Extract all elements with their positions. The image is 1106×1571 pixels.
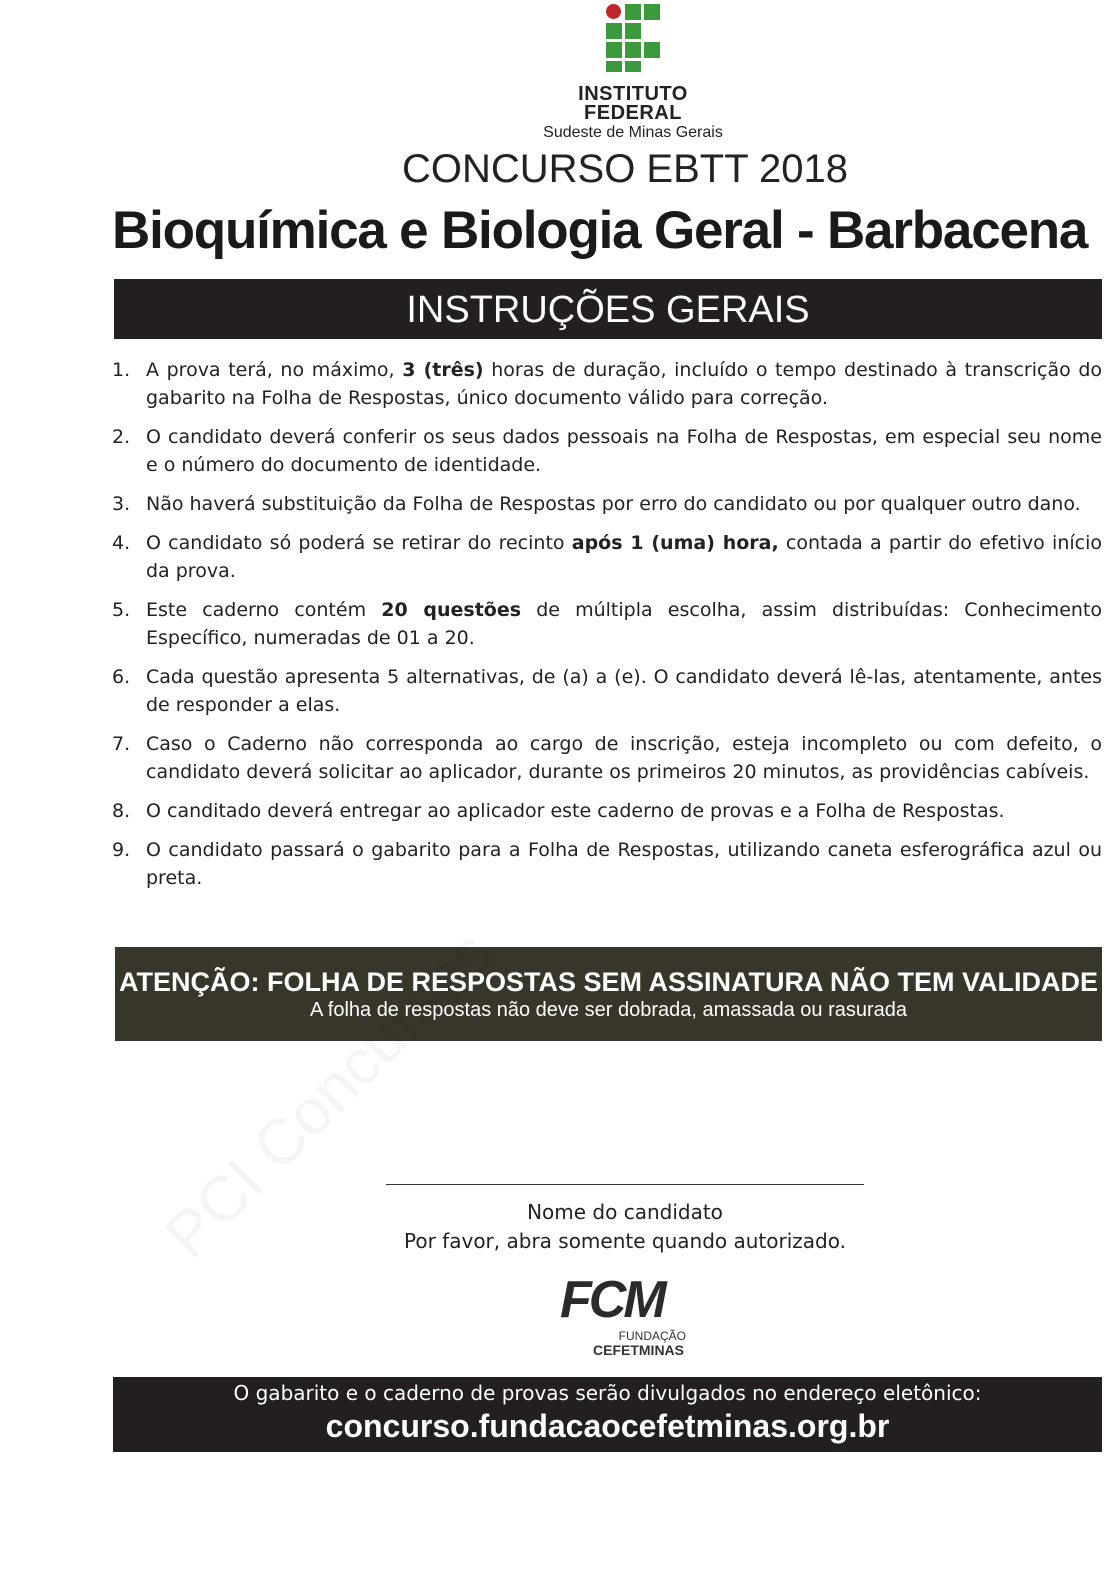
position-title: Bioquímica e Biologia Geral - Barbacena [112, 201, 1088, 260]
instruction-text: Não haverá substituição da Folha de Respostas por erro do candidato ou por qualquer outro dano. [146, 493, 1081, 515]
fcm-logo-text: FCM [560, 1271, 664, 1329]
instructions-heading: INSTRUÇÕES GERAIS [114, 279, 1102, 339]
instruction-item [112, 797, 1102, 825]
instruction-number: 2. [112, 426, 131, 448]
instruction-item [112, 490, 1102, 518]
instruction-item [112, 529, 1102, 585]
logo-red-dot [606, 4, 621, 19]
instruction-text: O candidato deverá conferir os seus dados pessoais na Folha de Respostas, em especial seu nome e o número do documento de identidade. [146, 426, 1102, 476]
instruction-text: O candidato passará o gabarito para a Folha de Respostas, utilizando caneta esferográfica azul ou preta. [146, 839, 1102, 889]
instruction-text-continued: horas de duração, incluído o tempo destinado à transcrição do gabarito na Folha de Respostas, único documento válido para correção. [146, 359, 1103, 409]
instruction-item [112, 730, 1102, 786]
instruction-emphasis: 3 (três) [402, 359, 484, 381]
logo-square [606, 42, 622, 58]
logo-square [644, 4, 660, 20]
instruction-text: Este caderno contém [146, 599, 382, 621]
institute-logo-grid [606, 4, 660, 72]
exam-title: CONCURSO EBTT 2018 [401, 147, 849, 191]
instructions-list [112, 356, 1102, 903]
instruction-item [112, 356, 1102, 412]
institution-name-line1: INSTITUTO [578, 83, 688, 105]
instruction-text-continued: contada a partir do efetivo início da prova. [146, 532, 1102, 582]
instruction-item [112, 663, 1102, 719]
attention-box [115, 947, 1102, 1041]
footer-url[interactable]: concurso.fundacaocefetminas.org.br [325, 1408, 890, 1444]
instruction-number: 9. [112, 839, 131, 861]
attention-title: ATENÇÃO: FOLHA DE RESPOSTAS SEM ASSINATURA NÃO TEM VALIDADE [118, 967, 1098, 997]
candidate-name-label: Nome do candidato [527, 1200, 723, 1224]
open-notice: Por favor, abra somente quando autorizado. [404, 1229, 846, 1253]
instruction-emphasis: 20 questões [381, 599, 522, 621]
instruction-number: 4. [112, 532, 131, 554]
instruction-number: 3. [112, 493, 131, 515]
instruction-emphasis: após 1 (uma) hora, [571, 532, 779, 554]
logo-square [644, 42, 660, 58]
signature-line [386, 1184, 864, 1185]
logo-square [625, 23, 641, 39]
attention-subtitle: A folha de respostas não deve ser dobrada, amassada ou rasurada [309, 999, 908, 1021]
footer-text: O gabarito e o caderno de provas serão divulgados no endereço eletônico: [233, 1381, 982, 1405]
instruction-text: O canditado deverá entregar ao aplicador este caderno de provas e a Folha de Respostas. [146, 800, 1005, 822]
instruction-number: 8. [112, 800, 131, 822]
logo-square [606, 23, 622, 39]
logo-square [625, 4, 641, 20]
instruction-number: 7. [112, 733, 131, 755]
logo-square [625, 61, 641, 72]
instruction-text: O candidato só poderá se retirar do recinto [146, 532, 572, 554]
instruction-item [112, 423, 1102, 479]
instruction-text-continued: de múltipla escolha, assim distribuídas: Conhecimento Específico, numeradas de 01 a 20. [146, 599, 1102, 649]
instruction-text: Caso o Caderno não corresponda ao cargo de inscrição, esteja incompleto ou com defeito, o candidato deverá solicitar ao aplicador, durante os primeiros 20 minutos, as providências cabíveis. [146, 733, 1102, 783]
instruction-text: Cada questão apresenta 5 alternativas, de (a) a (e). O candidato deverá lê-las, atentamente, antes de responder a elas. [146, 666, 1102, 716]
instruction-number: 6. [112, 666, 131, 688]
instruction-number: 1. [112, 359, 131, 381]
institution-name-line2: FEDERAL [584, 102, 682, 124]
logo-square [625, 42, 641, 58]
instruction-item [112, 596, 1102, 652]
instruction-number: 5. [112, 599, 131, 621]
logo-square [606, 61, 622, 72]
footer-bar [113, 1377, 1102, 1452]
instruction-item [112, 836, 1102, 892]
institution-subtitle: Sudeste de Minas Gerais [543, 124, 723, 141]
fcm-logo-line1: FUNDAÇÃO [618, 1329, 686, 1343]
fcm-logo [560, 1272, 690, 1364]
instruction-text: A prova terá, no máximo, [146, 359, 403, 381]
fcm-logo-line2: CEFETMINAS [593, 1342, 684, 1358]
